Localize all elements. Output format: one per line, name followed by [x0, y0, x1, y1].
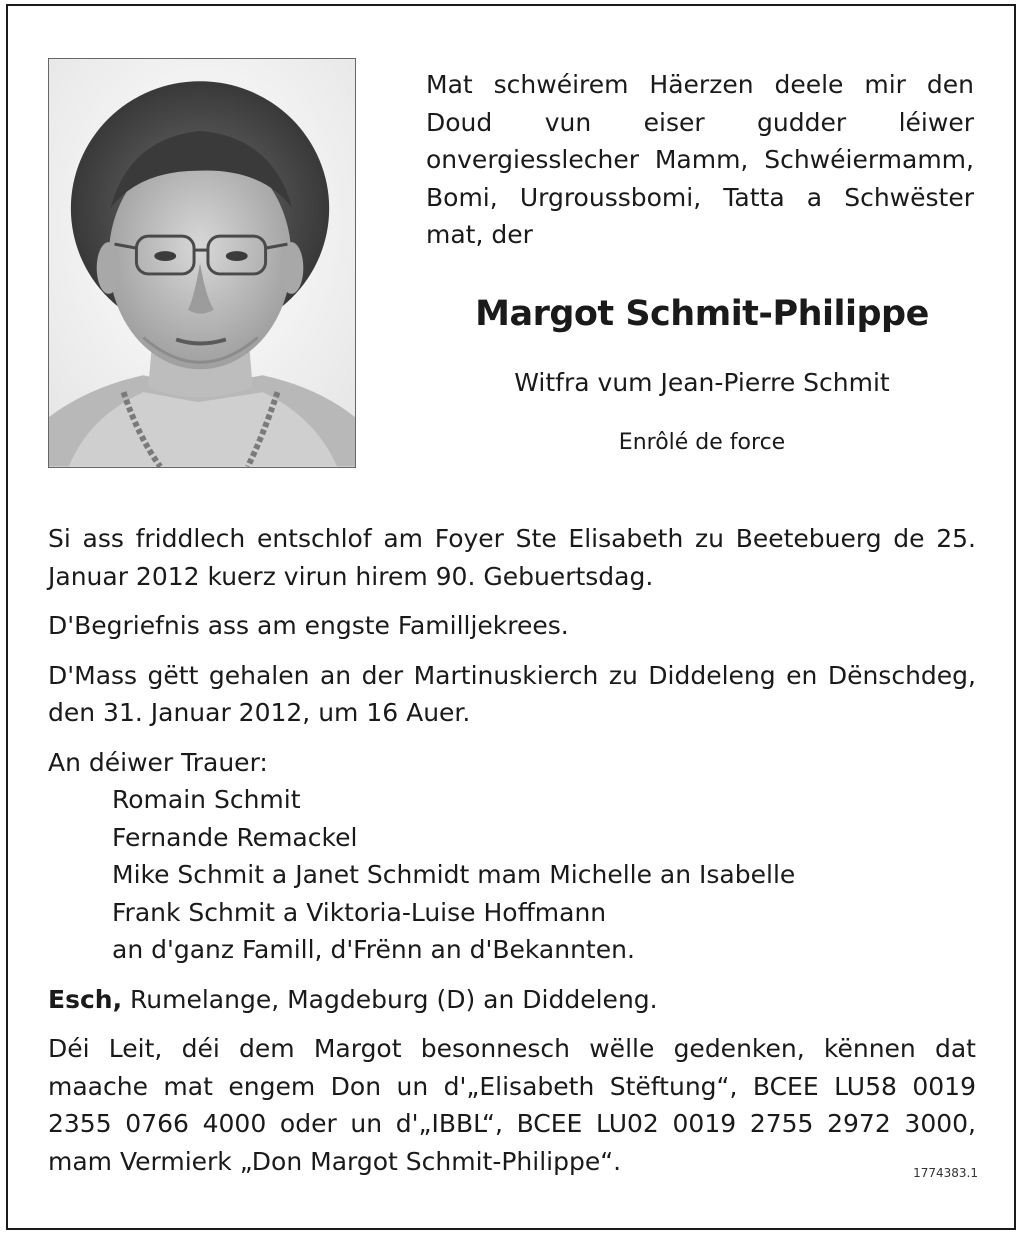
funeral-paragraph: D'Begriefnis ass am engste Familljekrees.: [48, 611, 569, 640]
mass-paragraph: D'Mass gëtt gehalen an der Martinuskierch zu Diddeleng en Dënschdeg, den 31. Januar 2012, um 16 Auer.: [48, 660, 976, 727]
places-rest: Rumelange, Magdeburg (D) an Diddeleng.: [122, 984, 658, 1014]
donation-paragraph: Déi Leit, déi dem Margot besonnesch wëlle gedenken, kënnen dat maache mat engem Don un d'„Elisabeth Stëftung“, BCEE LU58 0019 2355 0766 4000 oder un d'„IBBL“, BCEE LU02 0019 2755 2972 3000, mam Vermierk „Don Margot Schmit-Philippe“.: [48, 1034, 976, 1176]
widow-line: Witfra vum Jean-Pierre Schmit: [514, 368, 890, 397]
mourner-item: Frank Schmit a Viktoria-Luise Hoffmann: [112, 897, 607, 927]
mourner-item: Fernande Remackel: [112, 822, 358, 852]
enrole-line: Enrôlé de force: [618, 430, 786, 455]
mourner-item: an d'ganz Famill, d'Frënn an d'Bekannten.: [112, 935, 635, 964]
places-line: [48, 981, 976, 1019]
mourner-item: Romain Schmit: [112, 785, 301, 814]
mourners-list: [112, 781, 976, 969]
portrait-photo: [48, 58, 356, 468]
reference-number: 1774383.1: [913, 1166, 978, 1180]
deceased-name: Margot Schmit-Philippe: [475, 294, 929, 334]
obituary-notice: [6, 4, 1016, 1230]
mourner-item: Mike Schmit a Janet Schmidt mam Michelle an Isabelle: [112, 860, 796, 889]
places-first: Esch,: [48, 984, 123, 1014]
mourning-title: An déiwer Trauer:: [48, 747, 268, 777]
death-paragraph: Si ass friddlech entschlof am Foyer Ste Elisabeth zu Beetebuerg de 25. Januar 2012 kuerz virun hirem 90. Gebuertsdag.: [48, 524, 976, 591]
intro-text: Mat schwéirem Häerzen deele mir den Doud vun eiser gudder léiwer onvergiesslecher Mamm, Schwéiermamm, Bomi, Urgroussbomi, Tatta a Schwëster mat, der: [426, 70, 974, 249]
notice-body: [48, 520, 976, 1192]
